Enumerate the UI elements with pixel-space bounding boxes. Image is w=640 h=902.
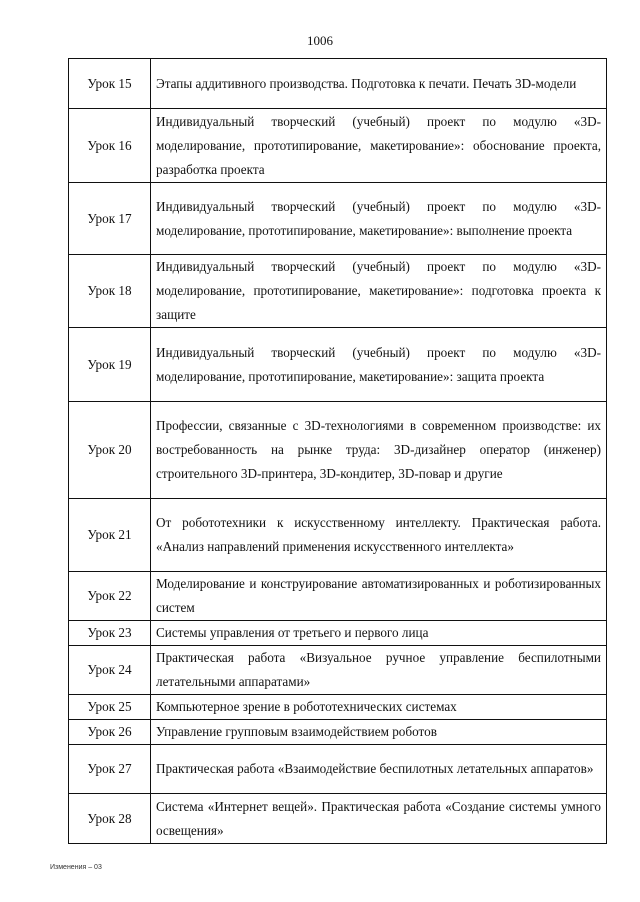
lesson-topic: От робототехники к искусственному интеллекту. Практическая работа. «Анализ направлений применения искусственного интеллекта» xyxy=(151,499,607,572)
table-row xyxy=(69,402,607,499)
page-number: 1006 xyxy=(307,33,333,48)
lesson-number: Урок 28 xyxy=(69,794,151,844)
lesson-topic: Системы управления от третьего и первого лица xyxy=(151,621,607,646)
lesson-number: Урок 27 xyxy=(69,745,151,794)
table-row xyxy=(69,695,607,720)
table-row xyxy=(69,109,607,183)
lesson-number: Урок 25 xyxy=(69,695,151,720)
lesson-number: Урок 21 xyxy=(69,499,151,572)
lesson-topic: Профессии, связанные с 3D-технологиями в современном производстве: их востребованность на рынке труда: 3D-дизайнер оператор (инженер) строительного 3D-принтера, 3D-кондитер, 3D-повар и другие xyxy=(151,402,607,499)
table-row xyxy=(69,499,607,572)
table-row xyxy=(69,745,607,794)
table-row xyxy=(69,720,607,745)
lesson-number: Урок 18 xyxy=(69,255,151,328)
lessons-table xyxy=(68,58,607,844)
lesson-number: Урок 23 xyxy=(69,621,151,646)
table-row xyxy=(69,621,607,646)
table-row xyxy=(69,794,607,844)
table-row xyxy=(69,255,607,328)
lesson-number: Урок 15 xyxy=(69,59,151,109)
table-row xyxy=(69,183,607,255)
lesson-number: Урок 22 xyxy=(69,572,151,621)
lesson-topic: Индивидуальный творческий (учебный) проект по модулю «3D-моделирование, прототипирование, макетирование»: обоснование проекта, разработка проекта xyxy=(151,109,607,183)
lesson-topic: Индивидуальный творческий (учебный) проект по модулю «3D-моделирование, прототипирование, макетирование»: защита проекта xyxy=(151,328,607,402)
table-row xyxy=(69,572,607,621)
table-row xyxy=(69,646,607,695)
lesson-topic: Компьютерное зрение в робототехнических системах xyxy=(151,695,607,720)
lesson-topic: Этапы аддитивного производства. Подготовка к печати. Печать 3D-модели xyxy=(151,59,607,109)
table-row xyxy=(69,59,607,109)
lesson-topic: Индивидуальный творческий (учебный) проект по модулю «3D-моделирование, прототипирование, макетирование»: выполнение проекта xyxy=(151,183,607,255)
lesson-number: Урок 16 xyxy=(69,109,151,183)
lesson-topic: Управление групповым взаимодействием роботов xyxy=(151,720,607,745)
lesson-topic: Моделирование и конструирование автоматизированных и роботизированных систем xyxy=(151,572,607,621)
lesson-number: Урок 20 xyxy=(69,402,151,499)
revision-footer: Изменения – 03 xyxy=(50,864,102,871)
lesson-topic: Практическая работа «Визуальное ручное управление беспилотными летательными аппаратами» xyxy=(151,646,607,695)
lesson-topic: Практическая работа «Взаимодействие беспилотных летательных аппаратов» xyxy=(151,745,607,794)
table-row xyxy=(69,328,607,402)
lesson-number: Урок 26 xyxy=(69,720,151,745)
lesson-topic: Система «Интернет вещей». Практическая работа «Создание системы умного освещения» xyxy=(151,794,607,844)
lesson-topic: Индивидуальный творческий (учебный) проект по модулю «3D-моделирование, прототипирование, макетирование»: подготовка проекта к защите xyxy=(151,255,607,328)
lesson-number: Урок 24 xyxy=(69,646,151,695)
lesson-number: Урок 19 xyxy=(69,328,151,402)
lesson-number: Урок 17 xyxy=(69,183,151,255)
